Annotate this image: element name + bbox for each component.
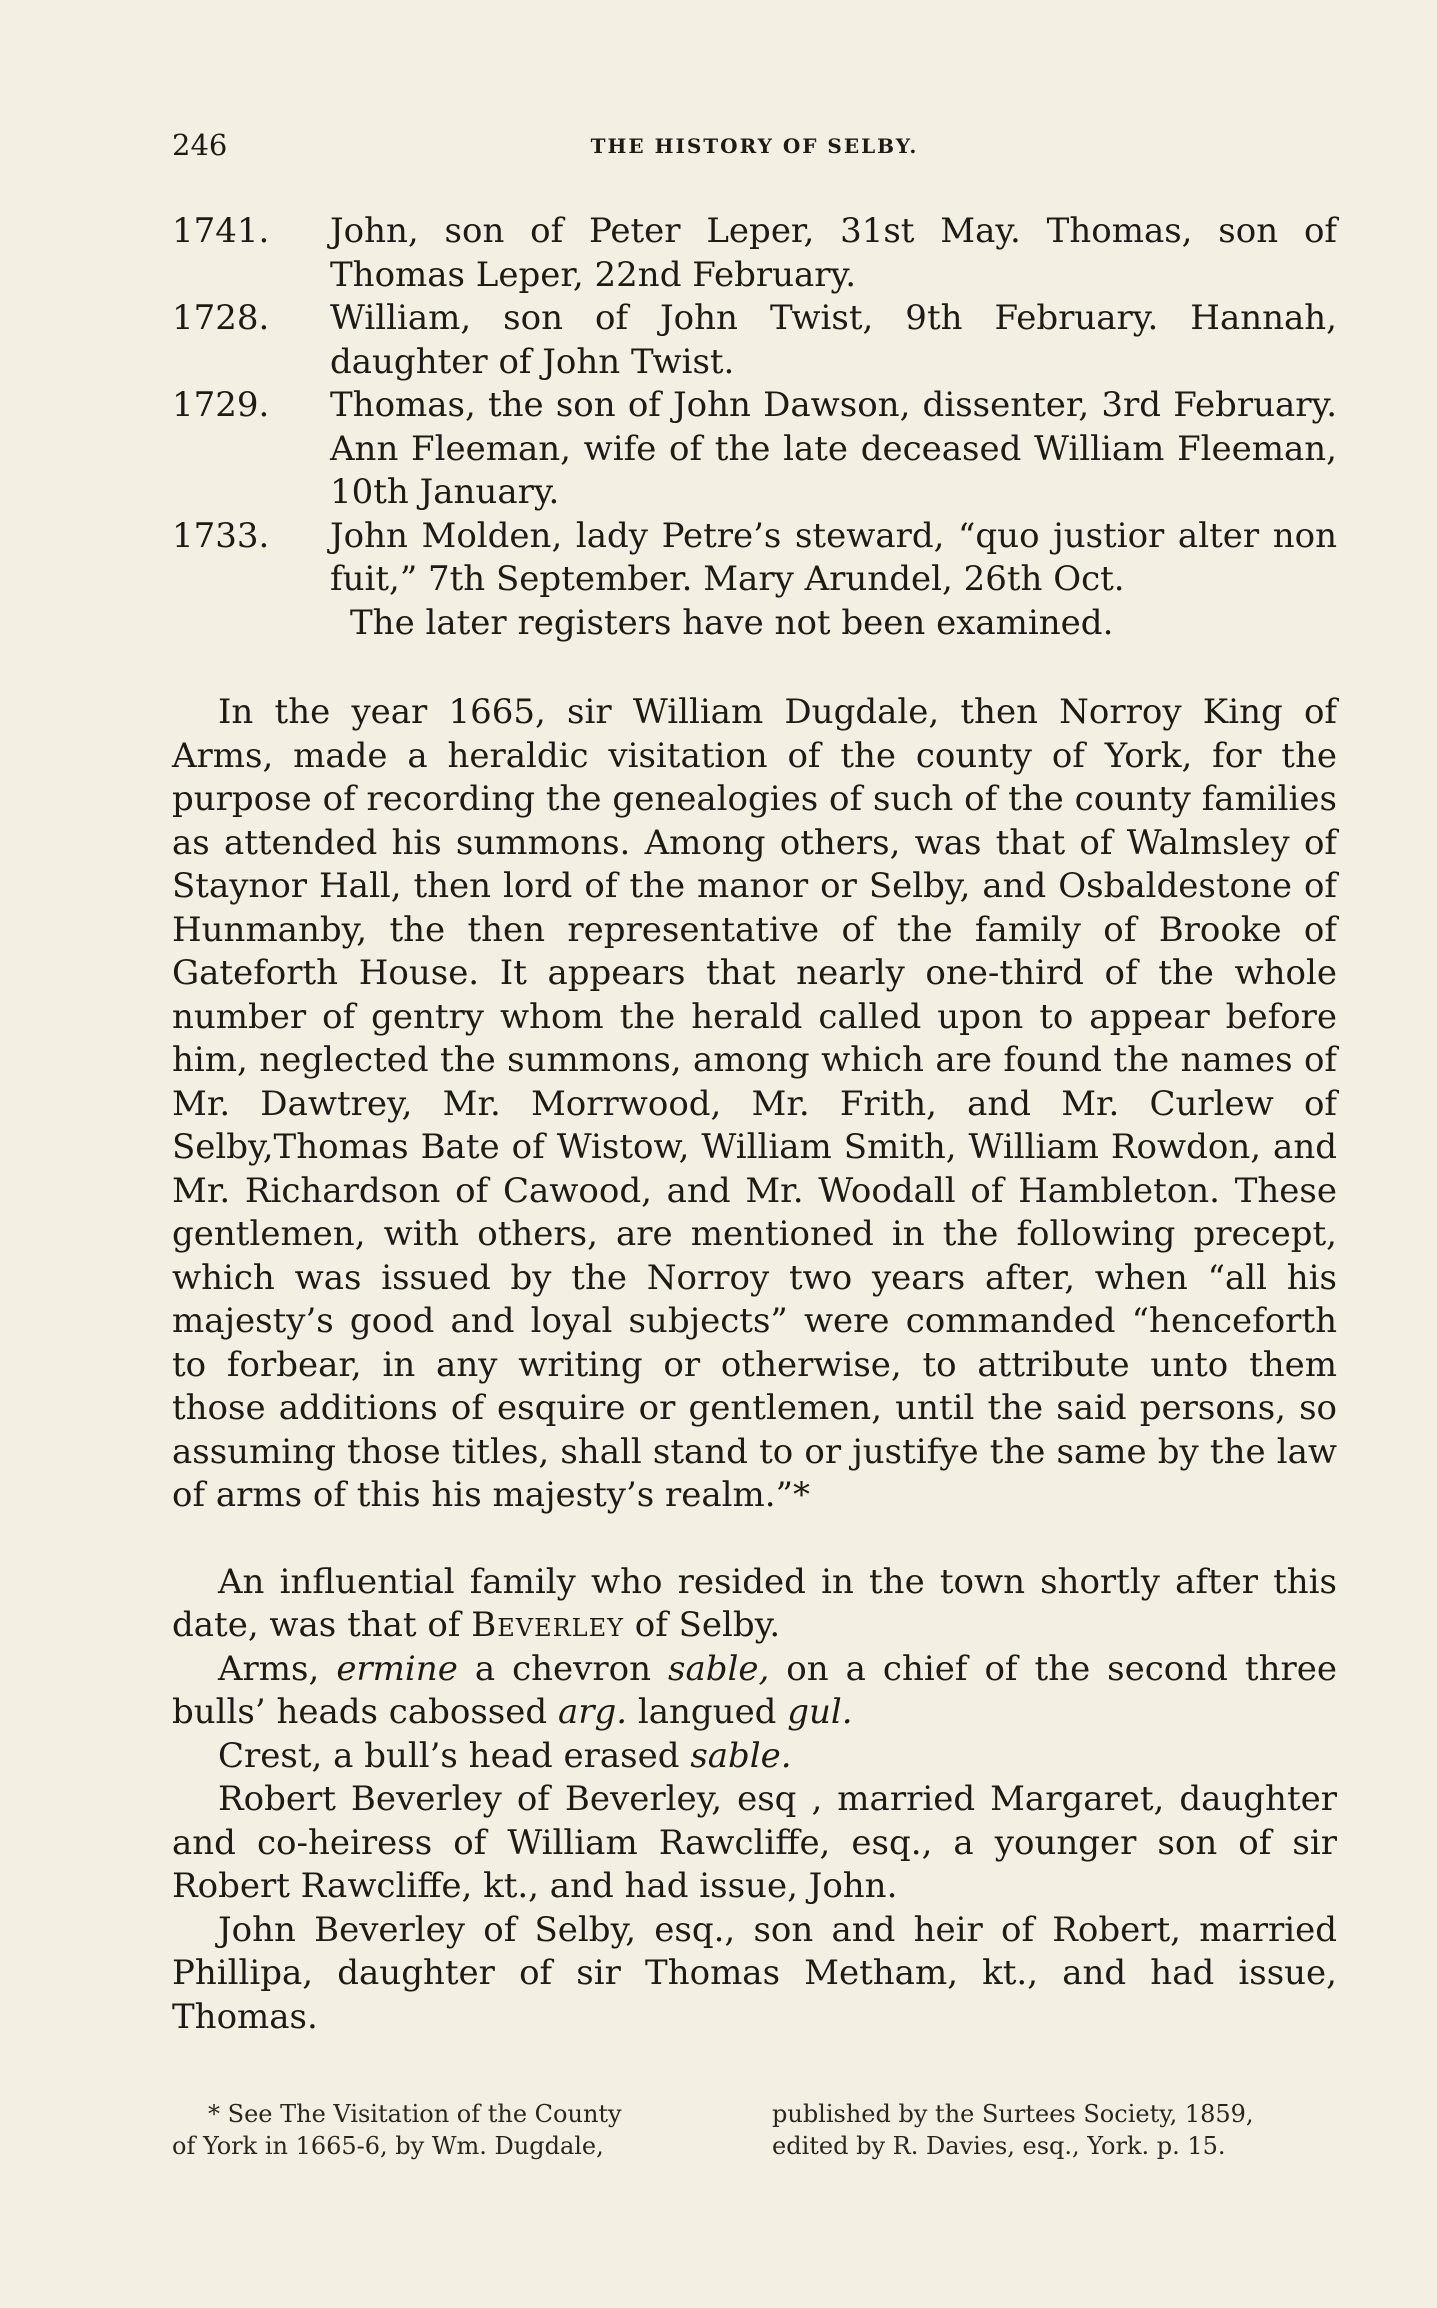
beverley-intro-paragraph [172, 1561, 1337, 1648]
registers-note: The later registers have not been examined. [350, 602, 1114, 643]
beverley-intro-post: of Selby. [634, 1605, 781, 1645]
register-text: Thomas, the son of John Dawson, dissenter, 3rd February. Ann Fleeman, wife of the late deceased William Fleeman, 10th January. [330, 385, 1337, 512]
register-text: John Molden, lady Petre’s steward, “quo justior alter non fuit,” 7th September. Mary Arundel, 26th Oct. [330, 515, 1337, 599]
footnote-line: edited by R. Davies, esq., York. p. 15. [772, 2132, 1226, 2160]
arms-text: a chevron [474, 1648, 651, 1689]
footnote-line: of York in 1665-6, by Wm. Dugdale, [172, 2132, 604, 2160]
register-entry [172, 210, 1337, 297]
body-text [172, 691, 1337, 2039]
register-year: 1733. [172, 515, 270, 556]
running-title: THE HISTORY OF SELBY. [590, 134, 919, 158]
page-header [172, 128, 1337, 178]
crest-text: Crest, a bull’s head erased [218, 1735, 680, 1776]
tincture-ermine: ermine [336, 1648, 458, 1689]
footnote-right-column [772, 2098, 1337, 2162]
arms-paragraph [172, 1648, 1337, 1735]
beverley-intro-pre: An influential family who resided in the town shortly after this date, was that of [172, 1561, 1337, 1645]
tincture-sable: sable, [668, 1648, 770, 1689]
arms-text: langued [637, 1692, 777, 1732]
register-entry [172, 297, 1337, 384]
arms-lead: Arms, [218, 1648, 320, 1689]
register-year: 1741. [172, 211, 270, 251]
john-beverley-paragraph: John Beverley of Selby, esq., son and heir of Robert, married Phillipa, daughter of sir Thomas Metham, kt., and had issue, Thomas. [172, 1909, 1337, 2037]
footnote [172, 2098, 1337, 2162]
arms-text: on a chief of the second three bulls’ heads cabossed [172, 1648, 1337, 1732]
register-entries [172, 210, 1337, 645]
register-text: William, son of John Twist, 9th February. Hannah, daughter of John Twist. [330, 298, 1337, 382]
tincture-sable: sable. [690, 1735, 792, 1776]
visitation-paragraph: In the year 1665, sir William Dugdale, then Norroy King of Arms, made a heraldic visitation of the county of York, for the purpose of recording the genealogies of such of the county families as attended his summons. Among others, was that of Walmsley of Staynor Hall, then lord of the manor or Selby, and Osbaldestone of Hunmanby, the then representative of the family of Brooke of Gateforth House. It appears that nearly one-third of the whole number of gentry whom the herald called upon to appear before him, neglected the summons, among which are found the names of Mr. Dawtrey, Mr. Morrwood, Mr. Frith, and Mr. Curlew of Selby,Thomas Bate of Wistow, William Smith, William Rowdon, and Mr. Richardson of Cawood, and Mr. Woodall of Hambleton. These gentlemen, with others, are mentioned in the following precept, which was issued by the Norroy two years after, when “all his majesty’s good and loyal subjects” were commanded “henceforth to forbear, in any writing or otherwise, to attribute unto them those additions of esquire or gentlemen, until the said persons, so assuming those titles, shall stand to or justifye the same by the law of arms of this his majesty’s realm.”* [172, 692, 1337, 1515]
crest-paragraph [172, 1735, 1337, 1779]
robert-beverley-paragraph: Robert Beverley of Beverley, esq , married Margaret, daughter and co-heiress of William Rawcliffe, esq., a younger son of sir Robert Rawcliffe, kt., and had issue, John. [172, 1779, 1337, 1906]
tincture-argent: arg. [557, 1692, 628, 1732]
page-number: 246 [172, 128, 228, 162]
register-text: John, son of Peter Leper, 31st May. Thomas, son of Thomas Leper, 22nd February. [330, 211, 1337, 295]
register-year: 1728. [172, 298, 270, 338]
register-entry [172, 384, 1337, 515]
footnote-left-column [172, 2098, 732, 2162]
tincture-gules: gul. [787, 1692, 853, 1732]
register-entry [172, 515, 1337, 602]
beverley-family-name: Beverley [471, 1605, 624, 1645]
register-year: 1729. [172, 385, 270, 425]
footnote-line: published by the Surtees Society, 1859, [772, 2100, 1254, 2128]
footnote-line: * See The Visitation of the County [208, 2100, 622, 2128]
